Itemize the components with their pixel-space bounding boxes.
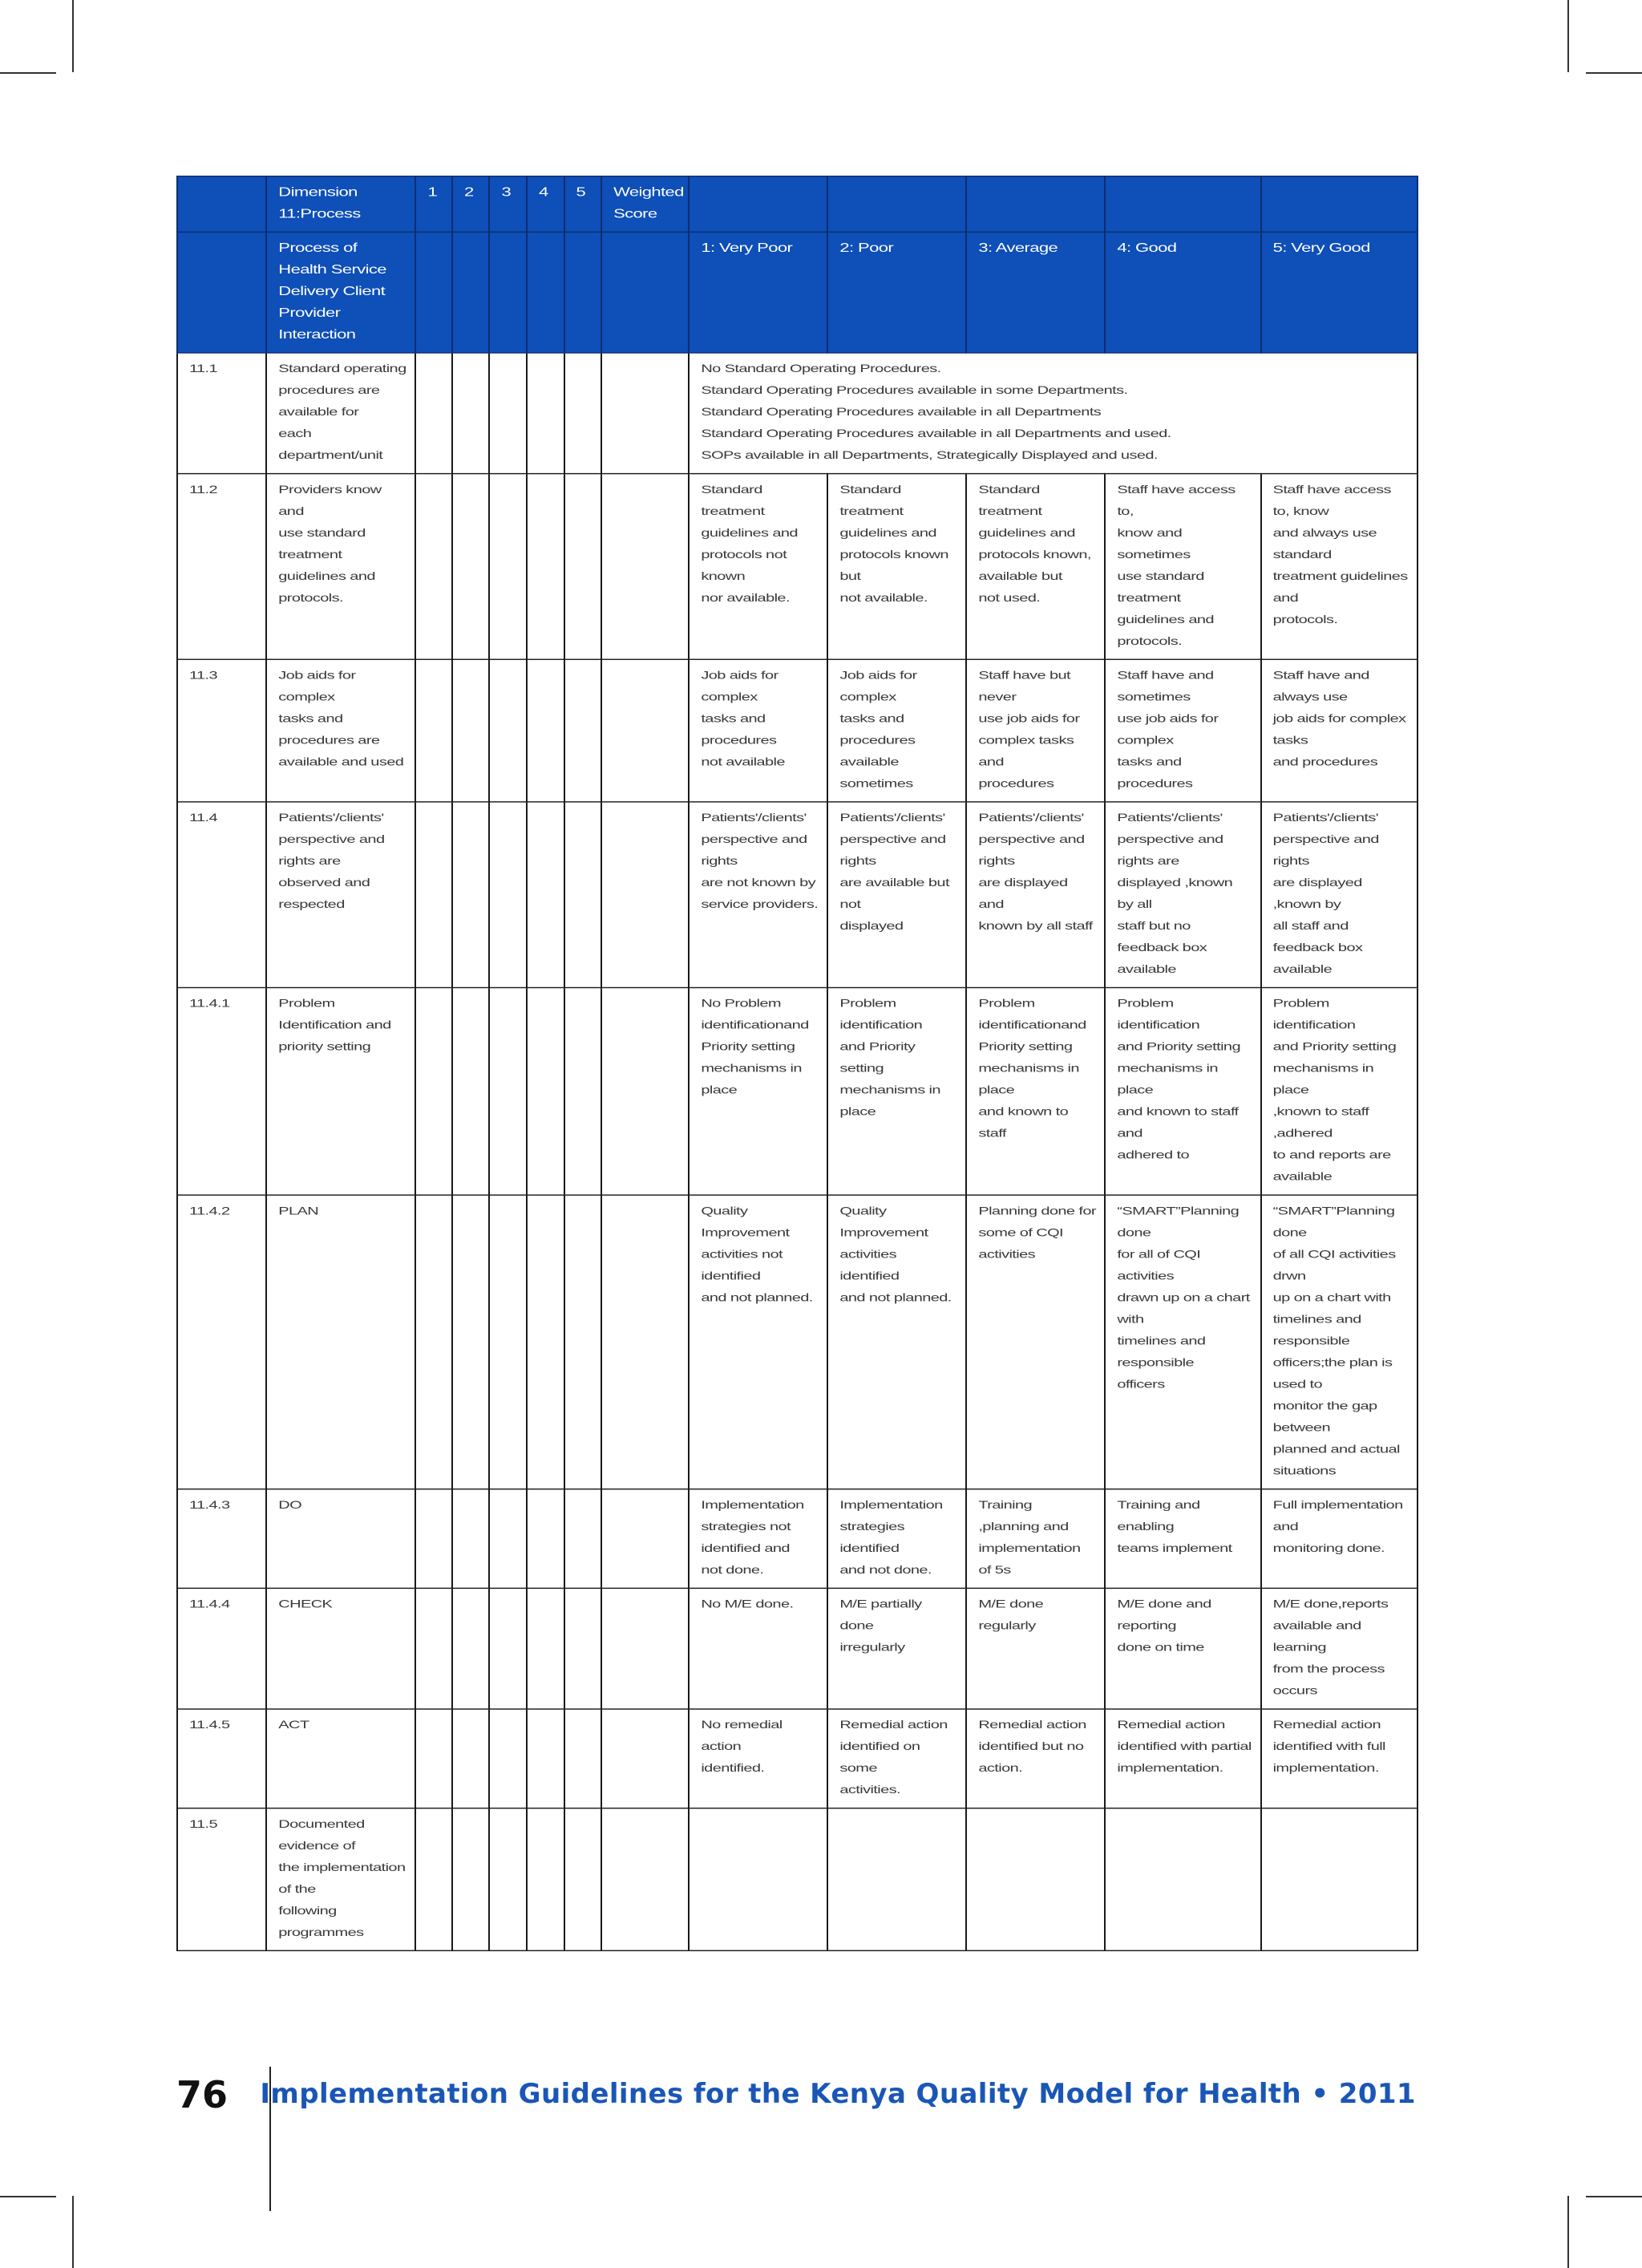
score-cell-3[interactable] [489,802,527,988]
score-cell-3[interactable] [489,1489,527,1589]
crop-mark [72,2196,74,2268]
weighted-score-cell[interactable] [601,1489,689,1589]
criteria-merged-cell: No Standard Operating Procedures. Standard Operating Procedures available in some Departments. Standard Operating Procedures available in all Departments Standard Operating Procedures available in all Departments and used. SOPs available in all Departments, Strategically Displayed and used. [689,353,1418,474]
score-cell-5[interactable] [564,1709,602,1808]
score-cell-1[interactable] [415,353,452,474]
weighted-score-cell[interactable] [601,474,689,660]
header-blank-cell [527,232,564,353]
score-cell-5[interactable] [564,988,602,1196]
criteria-average: Patients'/clients' perspective and rights are displayed and known by all staff [966,802,1105,988]
footer-title: Implementation Guidelines for the Kenya Quality Model for Health • 2011 [260,2078,1416,2110]
criteria-poor: Remedial action identified on some activities. [827,1709,966,1808]
process-subtitle: Process of Health Service Delivery Client Provider Interaction [266,232,415,353]
criteria-good: Staff have and sometimes use job aids for complex tasks and procedures [1105,659,1260,802]
criteria-average: Training ,planning and implementation of 5s [966,1489,1105,1589]
header-blank-cell [177,232,266,353]
criteria-average: Remedial action identified but no action. [966,1709,1105,1808]
score-cell-5[interactable] [564,1588,602,1709]
row-id: 11.4.5 [177,1709,266,1808]
score-cell-4[interactable] [527,1489,564,1589]
score-cell-2[interactable] [452,802,490,988]
criteria-good: M/E done and reporting done on time [1105,1588,1260,1709]
criteria-very-poor: Quality Improvement activities not identified and not planned. [689,1195,827,1489]
row-description: Providers know and use standard treatment guidelines and protocols. [266,474,415,660]
score-cell-3[interactable] [489,988,527,1196]
score-cell-2[interactable] [452,353,490,474]
score-cell-3[interactable] [489,1195,527,1489]
score-cell-2[interactable] [452,659,490,802]
crop-mark [0,72,56,74]
score-cell-5[interactable] [564,474,602,660]
score-cell-5[interactable] [564,1489,602,1589]
weighted-score-cell[interactable] [601,1808,689,1951]
weighted-score-cell[interactable] [601,1195,689,1489]
criteria-good: “SMART”Planning done for all of CQI activities drawn up on a chart with timelines and responsible officers [1105,1195,1260,1489]
score-col-5: 5 [564,176,602,233]
criteria-very-good: M/E done,reports available and learning from the process occurs [1261,1588,1418,1709]
weighted-score-cell[interactable] [601,659,689,802]
row-id: 11.3 [177,659,266,802]
criteria-average: Staff have but never use job aids for complex tasks and procedures [966,659,1105,802]
table-row [177,1588,1418,1709]
criteria-very-good: Problem identification and Priority setting mechanisms in place ,known to staff ,adhered to and reports are available [1261,988,1418,1196]
criteria-good: Remedial action identified with partial implementation. [1105,1709,1260,1808]
criteria-poor [827,1808,966,1951]
criteria-average: Problem identificationand Priority setting mechanisms in place and known to staff [966,988,1105,1196]
criteria-very-good: Staff have and always use job aids for complex tasks and procedures [1261,659,1418,802]
row-id: 11.4.2 [177,1195,266,1489]
weighted-score-cell[interactable] [601,353,689,474]
criteria-good: Patients'/clients' perspective and rights are displayed ,known by all staff but no feedback box available [1105,802,1260,988]
criteria-very-poor: Implementation strategies not identified and not done. [689,1489,827,1589]
row-description: Standard operating procedures are available for each department/unit [266,353,415,474]
score-cell-5[interactable] [564,802,602,988]
row-id: 11.5 [177,1808,266,1951]
header-blank-cell [966,176,1105,233]
score-cell-3[interactable] [489,659,527,802]
criteria-very-good: Full implementation and monitoring done. [1261,1489,1418,1589]
criteria-very-good: Remedial action identified with full implementation. [1261,1709,1418,1808]
weighted-score-cell[interactable] [601,1588,689,1709]
row-description: Problem Identification and priority setting [266,988,415,1196]
criteria-poor: Standard treatment guidelines and protocols known but not available. [827,474,966,660]
row-id: 11.4.4 [177,1588,266,1709]
weighted-score-cell[interactable] [601,988,689,1196]
row-id: 11.4.1 [177,988,266,1196]
page-number: 76 [176,2073,229,2116]
level-header-very-good: 5: Very Good [1261,232,1418,353]
criteria-very-good: Patients'/clients' perspective and rights are displayed ,known by all staff and feedback box available [1261,802,1418,988]
header-blank-cell [1105,176,1260,233]
header-blank-cell [689,176,827,233]
crop-mark [72,0,74,72]
criteria-very-good: Staff have access to, know and always use standard treatment guidelines and protocols. [1261,474,1418,660]
criteria-poor: Implementation strategies identified and not done. [827,1489,966,1589]
criteria-very-poor [689,1808,827,1951]
score-cell-1[interactable] [415,1489,452,1589]
score-cell-3[interactable] [489,1808,527,1951]
score-cell-4[interactable] [527,1588,564,1709]
header-blank-cell [415,232,452,353]
score-cell-1[interactable] [415,474,452,660]
header-row-dimension [177,176,1418,233]
table-row [177,1808,1418,1951]
table-row [177,1489,1418,1589]
row-description: PLAN [266,1195,415,1489]
table-row [177,988,1418,1196]
table-row [177,353,1418,474]
score-cell-2[interactable] [452,988,490,1196]
score-cell-1[interactable] [415,659,452,802]
score-cell-4[interactable] [527,353,564,474]
score-cell-4[interactable] [527,1808,564,1951]
criteria-average: Standard treatment guidelines and protocols known, available but not used. [966,474,1105,660]
score-cell-2[interactable] [452,474,490,660]
score-col-2: 2 [452,176,490,233]
weighted-score-cell[interactable] [601,1709,689,1808]
criteria-poor: M/E partially done irregularly [827,1588,966,1709]
row-description: Documented evidence of the implementation of the following programmes [266,1808,415,1951]
table-row [177,474,1418,660]
process-assessment-table [176,176,1418,1951]
header-blank-cell [1261,176,1418,233]
header-row-levels [177,232,1418,353]
criteria-good: Staff have access to, know and sometimes use standard treatment guidelines and protocols. [1105,474,1260,660]
score-cell-1[interactable] [415,1195,452,1489]
score-cell-3[interactable] [489,1588,527,1709]
criteria-poor: Job aids for complex tasks and procedures available sometimes [827,659,966,802]
score-cell-2[interactable] [452,1709,490,1808]
criteria-very-poor: Standard treatment guidelines and protocols not known nor available. [689,474,827,660]
crop-mark [1567,2196,1569,2268]
level-header-poor: 2: Poor [827,232,966,353]
crop-mark [1567,0,1569,72]
score-cell-3[interactable] [489,1709,527,1808]
crop-mark [0,2196,56,2197]
header-blank-cell [827,176,966,233]
row-id: 11.4.3 [177,1489,266,1589]
table-row [177,802,1418,988]
table-row [177,659,1418,802]
row-description: DO [266,1489,415,1589]
row-id: 11.1 [177,353,266,474]
score-cell-2[interactable] [452,1808,490,1951]
header-blank-cell [452,232,490,353]
table-row [177,1195,1418,1489]
criteria-very-poor: Patients'/clients' perspective and rights are not known by service providers. [689,802,827,988]
criteria-poor: Problem identification and Priority setting mechanisms in place [827,988,966,1196]
row-description: Job aids for complex tasks and procedures are available and used [266,659,415,802]
score-cell-2[interactable] [452,1588,490,1709]
header-blank-cell [489,232,527,353]
criteria-good: Training and enabling teams implement [1105,1489,1260,1589]
level-header-very-poor: 1: Very Poor [689,232,827,353]
weighted-score-header: Weighted Score [601,176,689,233]
score-cell-1[interactable] [415,802,452,988]
level-header-good: 4: Good [1105,232,1260,353]
header-blank-cell [177,176,266,233]
score-cell-1[interactable] [415,1588,452,1709]
score-cell-1[interactable] [415,1808,452,1951]
criteria-very-poor: No Problem identificationand Priority setting mechanisms in place [689,988,827,1196]
score-cell-4[interactable] [527,659,564,802]
criteria-average [966,1808,1105,1951]
page-footer [0,2073,1642,2129]
score-cell-3[interactable] [489,353,527,474]
criteria-poor: Patients'/clients' perspective and rights are available but not displayed [827,802,966,988]
criteria-very-poor: No M/E done. [689,1588,827,1709]
score-cell-4[interactable] [527,1195,564,1489]
score-cell-4[interactable] [527,988,564,1196]
score-cell-4[interactable] [527,474,564,660]
score-cell-1[interactable] [415,1709,452,1808]
score-cell-2[interactable] [452,1489,490,1589]
crop-mark [1586,72,1642,74]
score-cell-1[interactable] [415,988,452,1196]
row-description: CHECK [266,1588,415,1709]
score-cell-5[interactable] [564,659,602,802]
criteria-very-good [1261,1808,1418,1951]
score-cell-5[interactable] [564,1195,602,1489]
criteria-poor: Quality Improvement activities identified and not planned. [827,1195,966,1489]
row-id: 11.4 [177,802,266,988]
row-description: ACT [266,1709,415,1808]
score-col-1: 1 [415,176,452,233]
row-id: 11.2 [177,474,266,660]
score-cell-5[interactable] [564,353,602,474]
score-cell-3[interactable] [489,474,527,660]
header-blank-cell [601,232,689,353]
row-description: Patients'/clients' perspective and rights are observed and respected [266,802,415,988]
crop-mark [1586,2196,1642,2197]
score-cell-4[interactable] [527,802,564,988]
score-cell-2[interactable] [452,1195,490,1489]
score-col-4: 4 [527,176,564,233]
score-cell-5[interactable] [564,1808,602,1951]
criteria-good [1105,1808,1260,1951]
criteria-average: Planning done for some of CQI activities [966,1195,1105,1489]
weighted-score-cell[interactable] [601,802,689,988]
score-cell-4[interactable] [527,1709,564,1808]
criteria-average: M/E done regularly [966,1588,1105,1709]
criteria-very-poor: Job aids for complex tasks and procedures not available [689,659,827,802]
level-header-average: 3: Average [966,232,1105,353]
criteria-very-poor: No remedial action identified. [689,1709,827,1808]
criteria-very-good: “SMART”Planning done of all CQI activities drwn up on a chart with timelines and responsible officers;the plan is used to monitor the gap between planned and actual situations [1261,1195,1418,1489]
table-row [177,1709,1418,1808]
criteria-good: Problem identification and Priority setting mechanisms in place and known to staff and adhered to [1105,988,1260,1196]
header-blank-cell [564,232,602,353]
score-col-3: 3 [489,176,527,233]
dimension-title: Dimension 11:Process [266,176,415,233]
